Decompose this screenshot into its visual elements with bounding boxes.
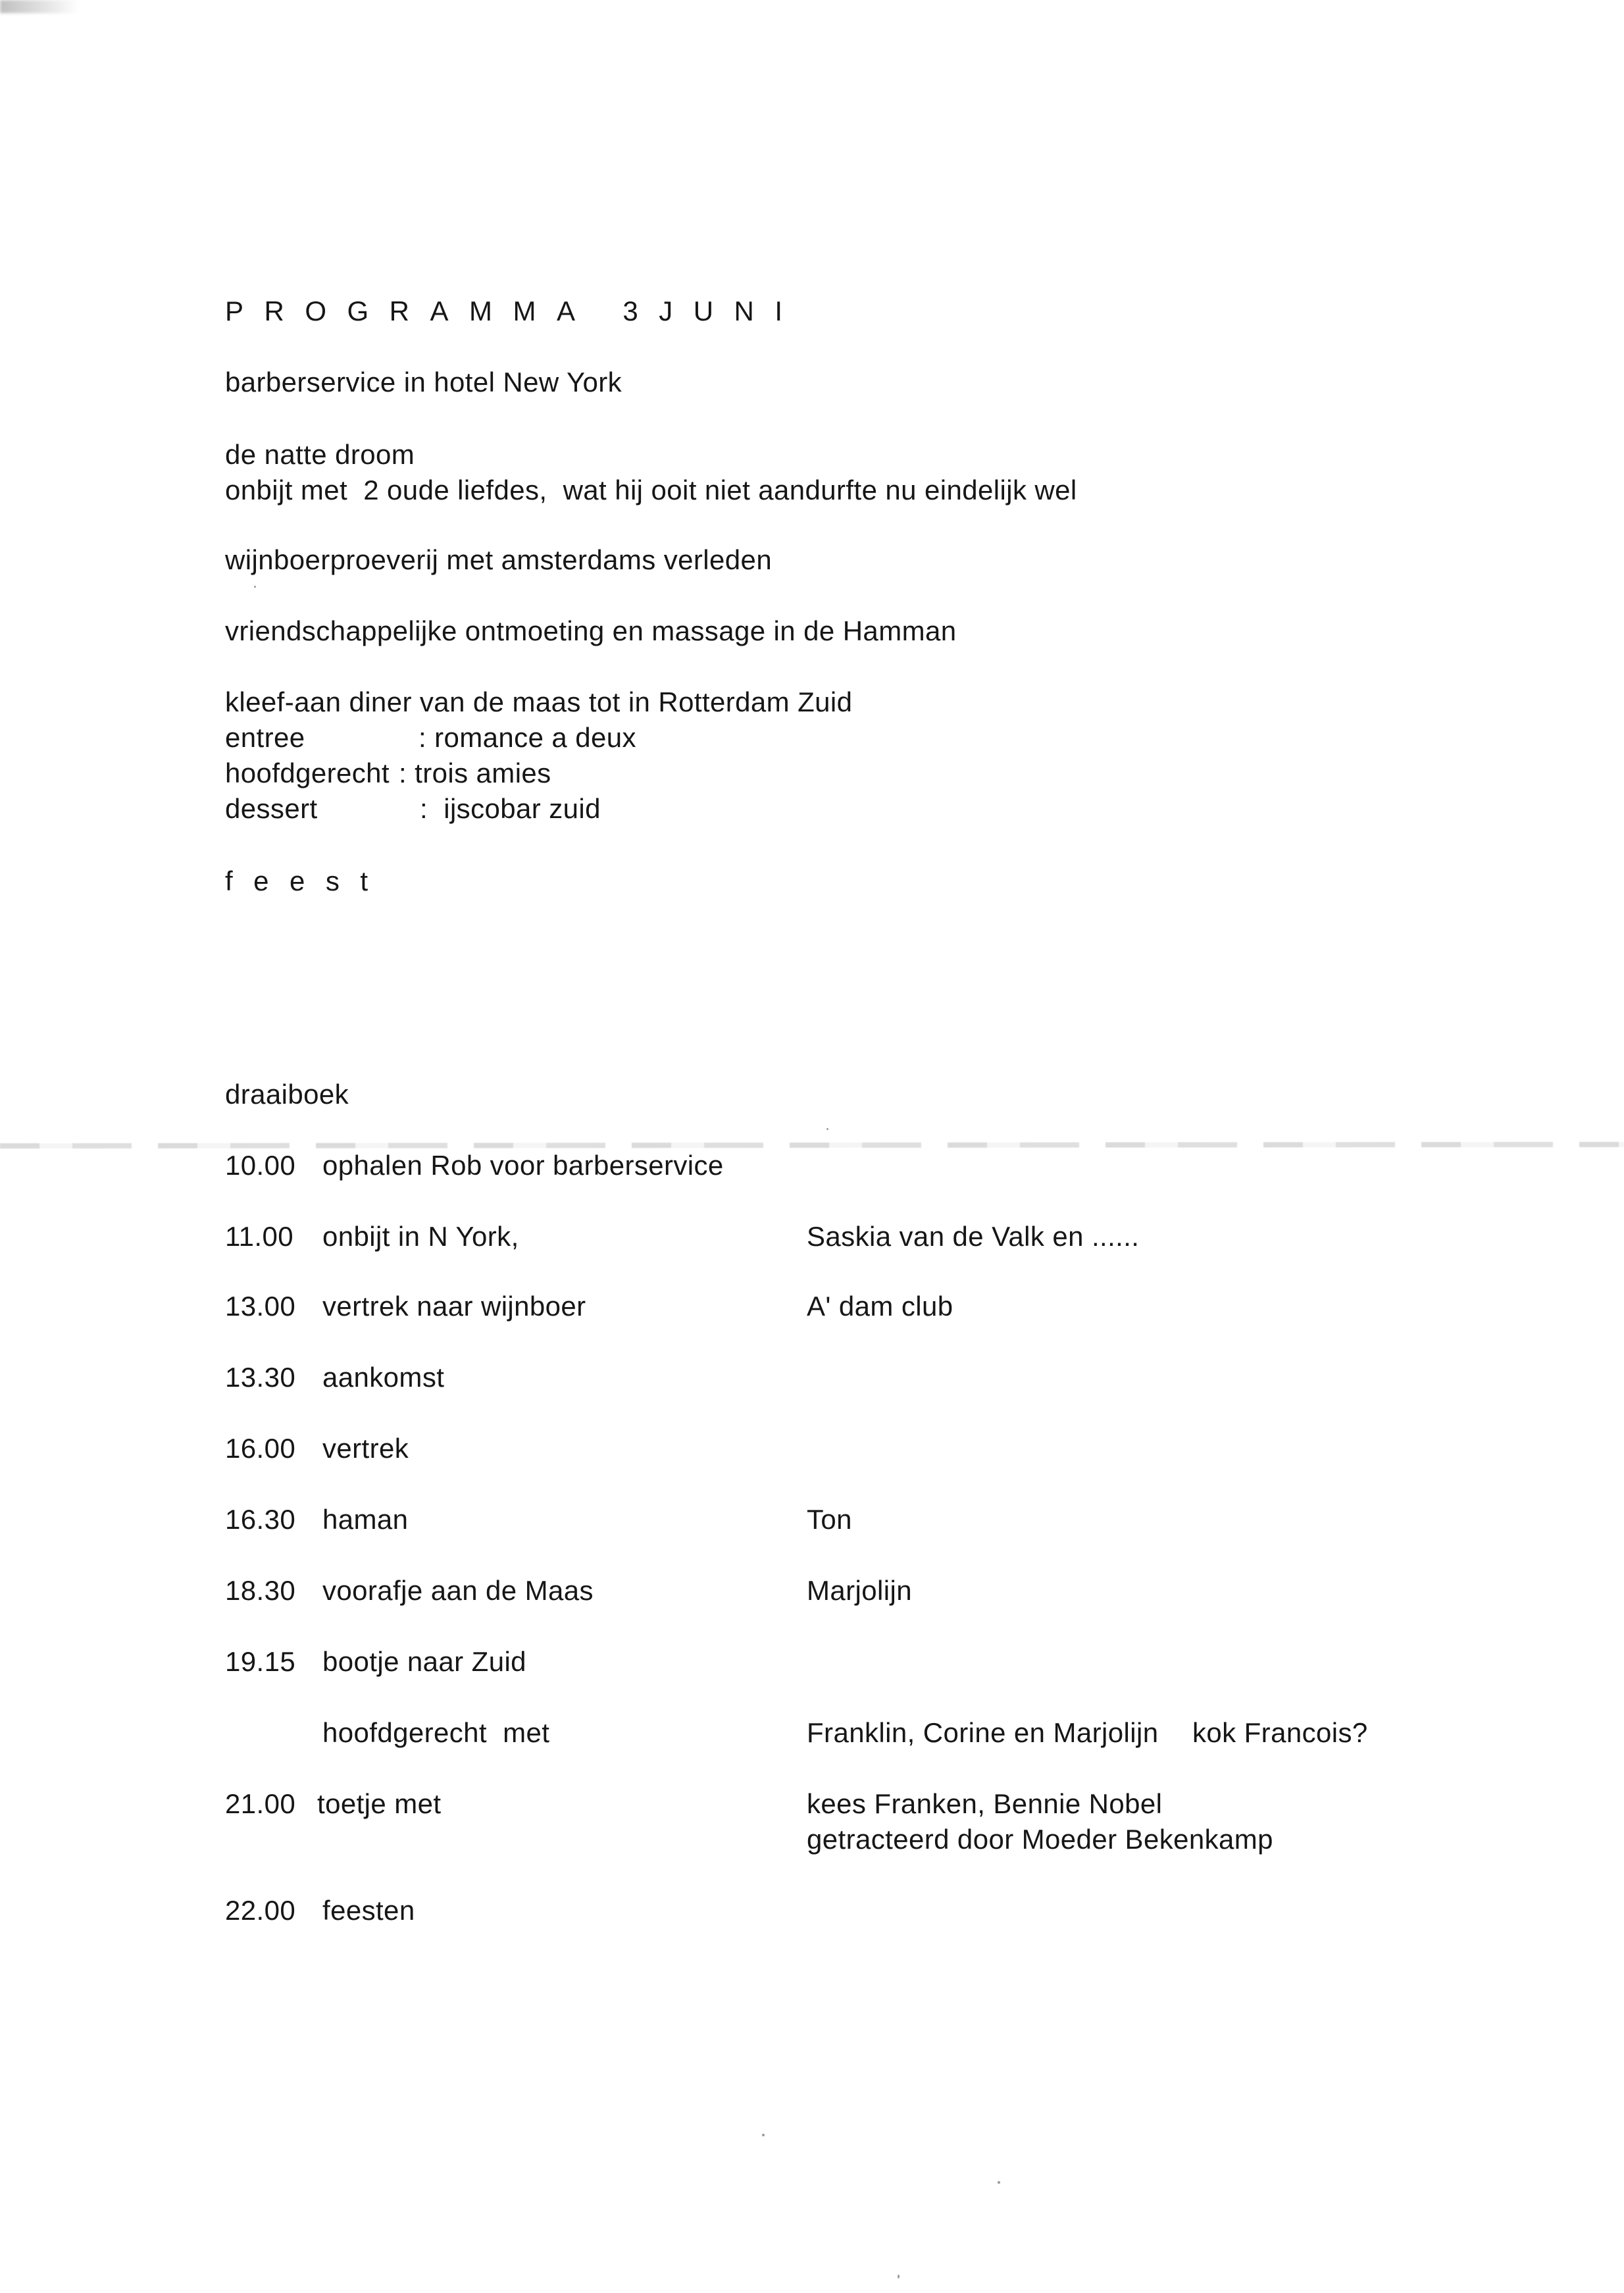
programma-line-wijnboer: wijnboerproeverij met amsterdams verleden [225,544,773,575]
schedule-who: Franklin, Corine en Marjolijn [807,1717,1159,1748]
schedule-activity: toetje met [317,1788,442,1819]
schedule-time: 16.30 [225,1504,296,1535]
programma-line-hamman: vriendschappelijke ontmoeting en massage in de Hamman [225,615,957,646]
programma-feest: feest [225,865,389,896]
schedule-time: 11.00 [225,1221,293,1252]
scan-corner-shadow [0,0,79,13]
schedule-time: 18.30 [225,1575,296,1606]
schedule-time: 19.15 [225,1646,296,1677]
schedule-activity: ophalen Rob voor barberservice [322,1150,724,1181]
schedule-activity: vertrek naar wijnboer [322,1291,586,1322]
scan-speck [826,1128,828,1130]
schedule-time: 10.00 [225,1150,296,1181]
scan-speck [762,2134,765,2136]
schedule-who: kees Franken, Bennie Nobel [807,1788,1163,1819]
schedule-time: 13.30 [225,1362,296,1393]
schedule-who: Ton [807,1504,852,1535]
schedule-time: 16.00 [225,1433,296,1464]
schedule-activity: vertrek [322,1433,409,1464]
schedule-activity: aankomst [322,1362,445,1393]
schedule-activity: hoofdgerecht met [322,1717,550,1748]
schedule-time: 21.00 [225,1788,296,1819]
menu-dish-hoofdgerecht: : trois amies [399,758,551,788]
scan-speck [998,2181,1000,2184]
schedule-time: 13.00 [225,1291,296,1322]
schedule-who: Marjolijn [807,1575,912,1606]
menu-course-hoofdgerecht: hoofdgerecht [225,758,390,788]
programma-title: PROGRAMMA 3JUNI [225,296,803,326]
schedule-activity: bootje naar Zuid [322,1646,526,1677]
programma-line-natte-droom: de natte droom [225,439,415,470]
schedule-note: kok Francois? [1192,1717,1368,1748]
programma-line-barberservice: barberservice in hotel New York [225,367,622,398]
schedule-who-continued: getracteerd door Moeder Bekenkamp [807,1824,1273,1855]
scan-speck [254,586,256,588]
scan-speck [898,2275,900,2279]
menu-dish-entree: : romance a deux [419,722,636,753]
schedule-activity: onbijt in N York, [322,1221,519,1252]
schedule-who: A' dam club [807,1291,953,1322]
programma-diner-intro: kleef-aan diner van de maas tot in Rotterdam Zuid [225,686,853,717]
draaiboek-heading: draaiboek [225,1079,349,1110]
menu-dish-dessert: : ijscobar zuid [420,793,601,824]
schedule-time: 22.00 [225,1895,296,1926]
menu-course-entree: entree [225,722,305,753]
schedule-activity: voorafje aan de Maas [322,1575,594,1606]
schedule-activity: feesten [322,1895,415,1926]
programma-line-onbijt: onbijt met 2 oude liefdes, wat hij ooit niet aandurfte nu eindelijk wel [225,475,1077,505]
schedule-activity: haman [322,1504,409,1535]
schedule-who: Saskia van de Valk en ...... [807,1221,1140,1252]
menu-course-dessert: dessert [225,793,318,824]
